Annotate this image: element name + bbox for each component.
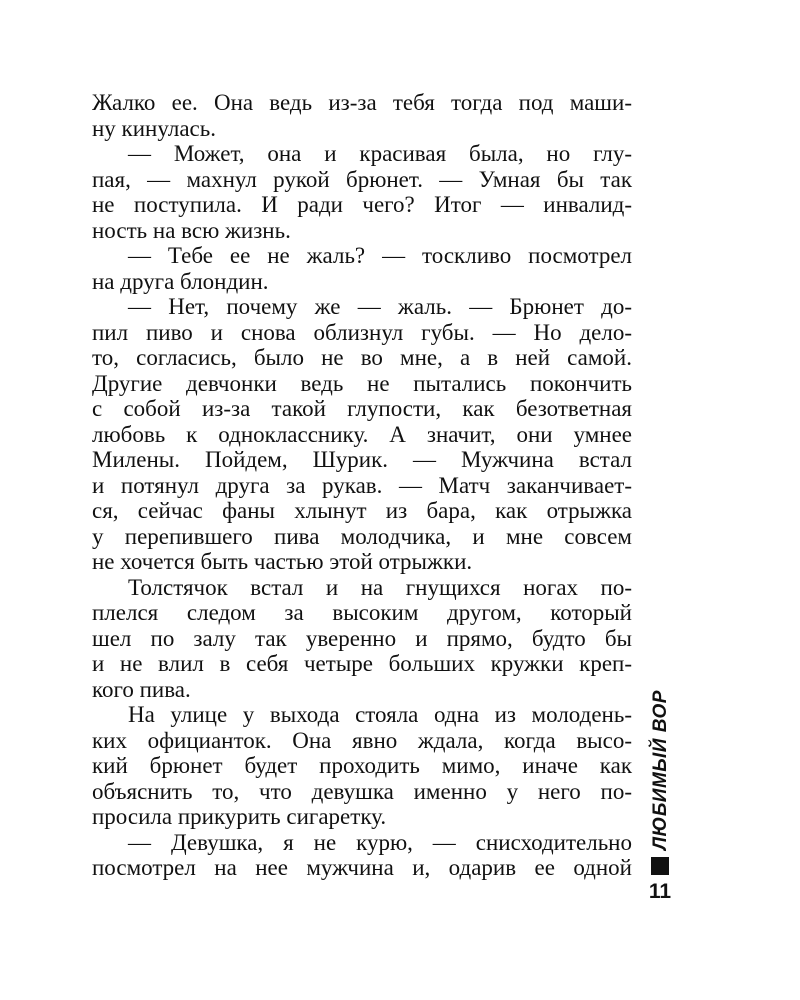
page-number: 11 <box>648 880 672 903</box>
text-line: не хочется быть частью этой отрыжки. <box>92 549 473 574</box>
text-line: посмотрел на нее мужчина и, одарив ее одной <box>92 855 632 880</box>
text-line: ну кинулась. <box>92 115 216 141</box>
text-line: пая, — махнул рукой брюнет. — Умная бы так <box>92 166 632 192</box>
running-head <box>648 690 674 880</box>
text-line: — Может, она и красивая была, но глу- <box>128 141 632 166</box>
text-line: Другие девчонки ведь не пытались покончить <box>92 370 632 396</box>
text-line: просила прикурить сигаретку. <box>92 804 387 829</box>
text-line: На улице у выхода стояла одна из молодень- <box>128 702 632 727</box>
text-line: кий брюнет будет проходить мимо, иначе как <box>92 753 632 778</box>
text-line: — Девушка, я не курю, — снисходительно <box>128 829 632 855</box>
text-line: любовь к однокласснику. А значит, они умнее <box>92 421 632 447</box>
text-line: Милены. Пойдем, Шурик. — Мужчина встал <box>92 447 632 472</box>
text-line: плелся следом за высоким другом, который <box>92 600 632 625</box>
text-line: объяснить то, что девушка именно у него по- <box>92 778 632 804</box>
body-text <box>92 90 632 881</box>
text-line: — Тебе ее не жаль? — тоскливо посмотрел <box>128 243 632 268</box>
text-line: шел по залу так уверенно и прямо, будто бы <box>92 625 632 651</box>
text-line: ность на всю жизнь. <box>92 217 291 243</box>
text-line: Жалко ее. Она ведь из-за тебя тогда под маши- <box>92 90 632 115</box>
text-line: — Нет, почему же — жаль. — Брюнет до- <box>128 294 632 319</box>
text-line: ся, сейчас фаны хлынут из бара, как отрыжка <box>92 498 632 523</box>
text-line: кого пива. <box>92 676 191 702</box>
text-line: у перепившего пива молодчика, и мне совсем <box>92 523 632 549</box>
running-title: ЛЮБИМЫЙ ВОР <box>650 690 671 850</box>
text-line: то, согласись, было не во мне, а в ней самой. <box>92 345 632 370</box>
text-line: пил пиво и снова облизнул губы. — Но дело- <box>92 319 632 345</box>
text-line: с собой из-за такой глупости, как безответная <box>92 396 632 421</box>
text-line: и не влил в себя четыре больших кружки креп- <box>92 651 632 676</box>
text-line: и потянул друга за рукав. — Матч заканчивает- <box>92 472 632 498</box>
text-line: на друга блондин. <box>92 268 269 294</box>
text-line: не поступила. И ради чего? Итог — инвалид- <box>92 192 632 217</box>
text-line: ких официанток. Она явно ждала, когда высо- <box>92 727 632 753</box>
text-line: Толстячок встал и на гнущихся ногах по- <box>128 574 632 600</box>
square-bullet-icon <box>651 857 669 875</box>
